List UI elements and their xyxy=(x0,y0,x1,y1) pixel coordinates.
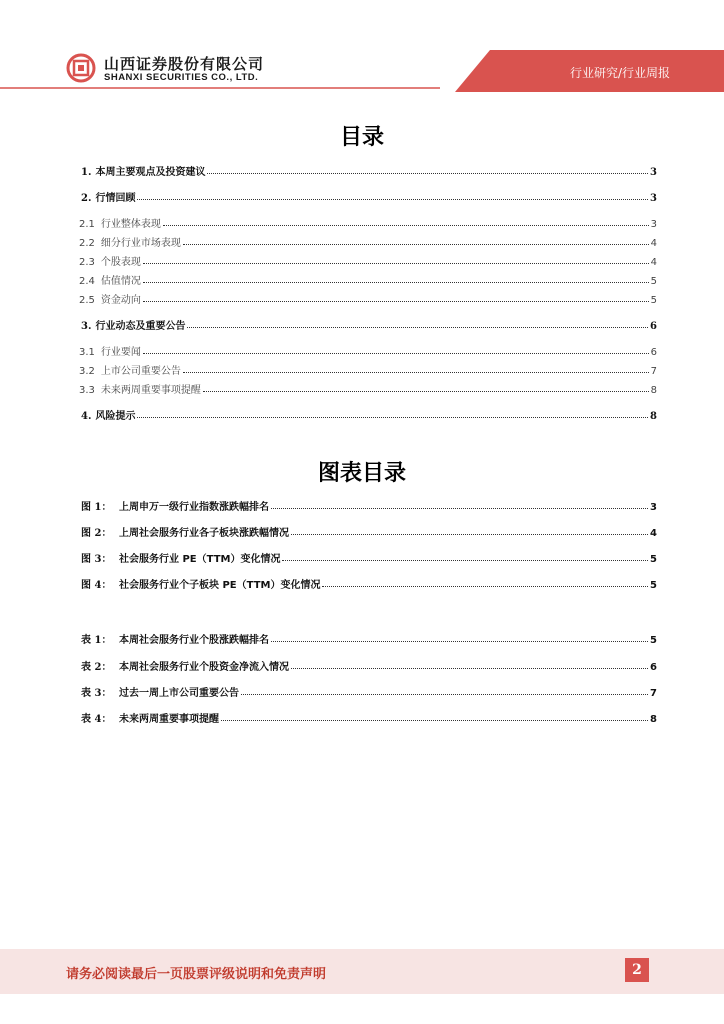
table-list-item[interactable]: 表 3： 过去一周上市公司重要公告 7 xyxy=(81,688,657,699)
company-name-en: SHANXI SECURITIES CO., LTD. xyxy=(104,72,259,83)
figure-list-item[interactable]: 图 4： 社会服务行业个子板块 PE（TTM）变化情况 5 xyxy=(81,580,657,591)
toc-item[interactable]: 3. 行业动态及重要公告 6 xyxy=(81,321,657,332)
company-name-cn: 山西证券股份有限公司 xyxy=(104,55,265,73)
table-list-item[interactable]: 表 2： 本周社会服务行业个股资金净流入情况 6 xyxy=(81,662,657,673)
toc-subitem[interactable]: 2.1 行业整体表现 3 xyxy=(79,219,657,230)
page-header xyxy=(0,0,724,100)
figure-list-item[interactable]: 图 1： 上周申万一级行业指数涨跌幅排名 3 xyxy=(81,502,657,513)
figure-list-item[interactable]: 图 2： 上周社会服务行业各子板块涨跌幅情况 4 xyxy=(81,528,657,539)
figure-list-item[interactable]: 图 3： 社会服务行业 PE（TTM）变化情况 5 xyxy=(81,554,657,565)
table-list-item[interactable]: 表 1： 本周社会服务行业个股涨跌幅排名 5 xyxy=(81,635,657,646)
company-logo-icon xyxy=(66,53,96,83)
toc-title: 目录 xyxy=(339,125,384,150)
toc-subitem[interactable]: 2.2 细分行业市场表现 4 xyxy=(79,238,657,249)
toc-subitem[interactable]: 2.4 估值情况 5 xyxy=(79,276,657,287)
toc-item[interactable]: 2. 行情回顾 3 xyxy=(81,193,657,204)
disclaimer-text: 请务必阅读最后一页股票评级说明和免责声明 xyxy=(66,967,327,982)
toc-item[interactable]: 4. 风险提示 8 xyxy=(81,411,657,422)
toc-subitem[interactable]: 2.5 资金动向 5 xyxy=(79,295,657,306)
report-category: 行业研究/行业周报 xyxy=(569,66,670,80)
toc-item[interactable]: 1. 本周主要观点及投资建议 3 xyxy=(81,167,657,178)
figures-title: 图表目录 xyxy=(317,461,406,486)
toc-subitem[interactable]: 3.1 行业要闻 6 xyxy=(79,347,657,358)
toc-subitem[interactable]: 3.3 未来两周重要事项提醒 8 xyxy=(79,385,657,396)
page-number: 2 xyxy=(625,958,649,982)
toc-subitem[interactable]: 2.3 个股表现 4 xyxy=(79,257,657,268)
toc-subitem[interactable]: 3.2 上市公司重要公告 7 xyxy=(79,366,657,377)
table-list-item[interactable]: 表 4： 未来两周重要事项提醒 8 xyxy=(81,714,657,725)
